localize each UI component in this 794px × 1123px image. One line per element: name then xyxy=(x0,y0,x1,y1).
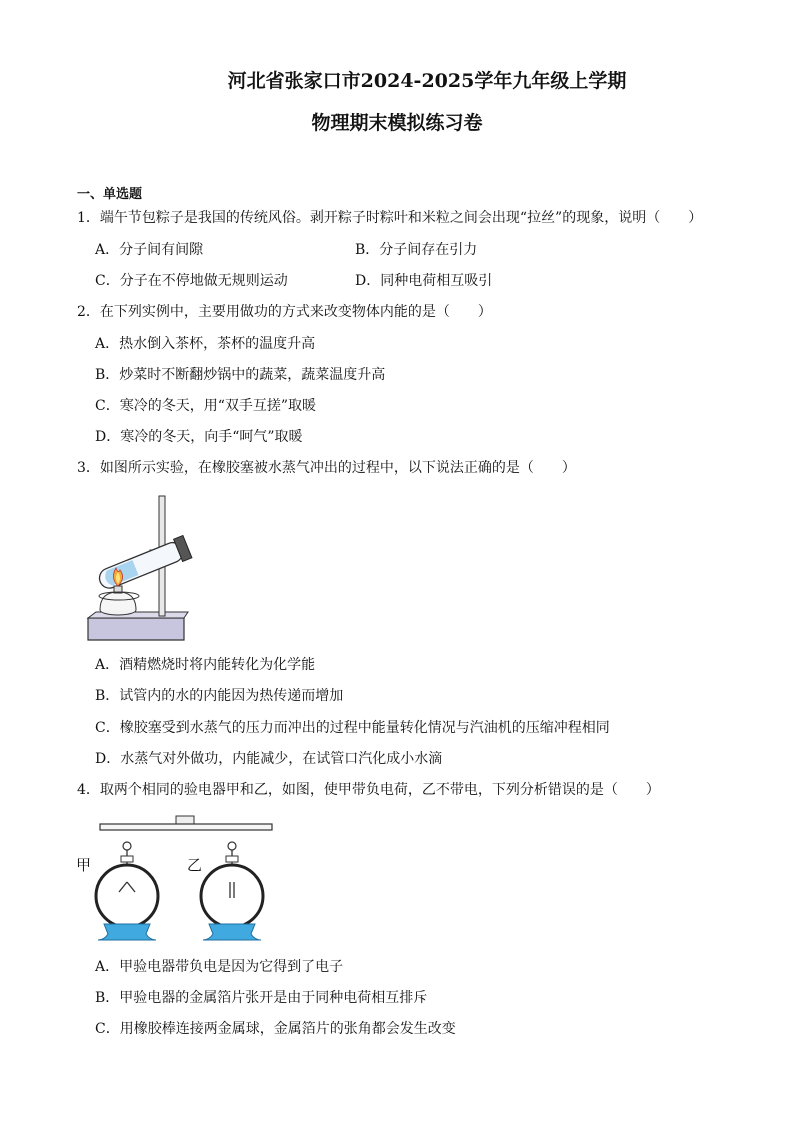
q3-option-d: D．水蒸气对外做功，内能减少，在试管口汽化成小水滴 xyxy=(95,751,443,767)
q3-option-c: C．橡胶塞受到水蒸气的压力而冲出的过程中能量转化情况与汽油机的压缩冲程相同 xyxy=(95,720,610,736)
q1-option-d: D．同种电荷相互吸引 xyxy=(355,273,493,289)
question-3-stem: 3．如图所示实验，在橡胶塞被水蒸气冲出的过程中，以下说法正确的是（ ） xyxy=(77,460,576,476)
q2-option-b: B．炒菜时不断翻炒锅中的蔬菜，蔬菜温度升高 xyxy=(95,367,386,383)
q2-option-a: A．热水倒入茶杯，茶杯的温度升高 xyxy=(95,336,316,352)
question-4-stem: 4．取两个相同的验电器甲和乙，如图，使甲带负电荷，乙不带电，下列分析错误的是（ ） xyxy=(77,782,660,798)
electroscope-label-jia: 甲 xyxy=(76,856,92,874)
q4-option-a: A．甲验电器带负电是因为它得到了电子 xyxy=(95,959,344,975)
question-2-stem: 2．在下列实例中，主要用做功的方式来改变物体内能的是（ ） xyxy=(77,304,492,320)
test-tube-experiment-figure xyxy=(84,492,199,644)
question-1-stem: 1．端午节包粽子是我国的传统风俗。剥开粽子时粽叶和米粒之间会出现“拉丝”的现象，说明（ ） xyxy=(77,210,703,226)
section-heading: 一、单选题 xyxy=(77,187,143,202)
q3-option-a: A．酒精燃烧时将内能转化为化学能 xyxy=(95,657,316,673)
q2-option-c: C．寒冷的冬天，用“双手互搓”取暖 xyxy=(95,398,317,414)
q2-option-d: D．寒冷的冬天，向手“呵气”取暖 xyxy=(95,429,303,445)
electroscope-figure xyxy=(76,812,276,944)
q1-option-b: B．分子间存在引力 xyxy=(355,242,478,258)
q1-option-c: C．分子在不停地做无规则运动 xyxy=(95,273,288,289)
q3-option-b: B．试管内的水的内能因为热传递而增加 xyxy=(95,688,344,704)
title-line-1: 河北省张家口市2024-2025学年九年级上学期 xyxy=(227,70,627,92)
q4-option-c: C．用橡胶棒连接两金属球，金属箔片的张角都会发生改变 xyxy=(95,1021,456,1037)
q1-option-a: A．分子间有间隙 xyxy=(95,242,204,258)
electroscope-label-yi: 乙 xyxy=(187,856,203,874)
title-line-2: 物理期末模拟练习卷 xyxy=(311,112,483,134)
q4-option-b: B．甲验电器的金属箔片张开是由于同种电荷相互排斥 xyxy=(95,990,428,1006)
